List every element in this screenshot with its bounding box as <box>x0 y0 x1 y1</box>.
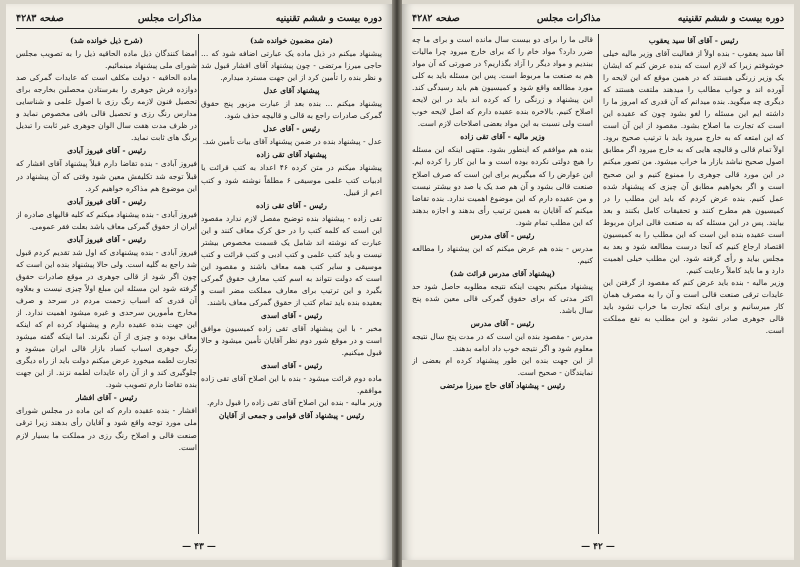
paragraph: تقی زاده - پیشنهاد بنده توضیح مفصل لازم ندارد مقصود این است که کلمه کتب را در حق کرک معاف کنند و این عبارت که نوشته اند شامل یک قسمت مخصوص بیشتر نیست و باید کتب علمی و کتب ادبی و کتب قرائت و کتب موسیقی و سایر کتب همه معاف باشند و مقصود این است که دولت نتواند به اسم کتب معارف حقوق گمرکی بگیرد و این ترتیب برای معارف مملکت مضر است و بعقیده بنده باید تمام کتب از حقوق گمرکی معاف باشند. <box>201 213 382 307</box>
paragraph: ماده الحاقیه - دولت مکلف است که عایدات گمرکی صد دوازده فرش جوهری را بفرستادن محصلین بخارجه برای تحصیل فنون لازمه رنگ رزی با اصول علمی و شناسایی مدارس رنگ رزی و تحصیل قالی بافی مخصوص نماید و در ظرف مدت هفت سال الوان جوهری غیر ثابت را تبدیل برنگ های ثابت نماید. <box>16 73 197 143</box>
paragraph: فیروز آبادی - بنده تقاضا دارم قبلاً پیشنهاد آقای افشار که قبلاً توجه شد تکلیفش معین شود وقتی که آن پیشنهاد در این موضوع هم مذاکره خواهیم کرد. <box>16 159 197 193</box>
text-column <box>16 34 197 534</box>
speaker-heading: رئیس - آقای افشار <box>75 393 138 403</box>
speaker-heading: رئیس - پیشنهاد آقای حاج میرزا مرتضی <box>440 381 565 391</box>
paragraph: آقا سید یعقوب - بنده اولاً از فعالیت آقای وزیر مالیه خیلی خوشوقتم زیرا که لازم است که بنده عرض کنم که ایشان یک وزیر زرنگی هستند که در همین موقع که این لایحه را آورده اند و جواب مطالب را میدهند ملتفت هستند که دیگری چه میگوید. بنده میدانم که آن قدری که امروز ما را داشته ایم این مسئله را لغو بشود چون که عقیده این است که تجارت ما اصلاح بشود. مقصود از این آن است که این امتعه که به خارج میرود باید با ترتیب صحیح برود. اولاً تمام قالی و قالیچه هایی که به خارج میرود اگر مطابق اصول صحیح نباشد بازار ما خراب میشود. من تصور میکنم در این مورد قالی جوهری را ممنوع کنیم و این صحیح است و اگر بخواهیم مطابق آن چیزی که پیشنهاد شده عمل کنیم. بنده عرض کردم که باید این مطلب را در کمیسیون هم مطرح کنند و تحقیقات کامل بکنند و بعد بیایند. پس در این مسئله که به صنعت قالی ایران مربوط است عقیده بنده این است که این مطلب را به کمیسیون اقتصاد ارجاع کنیم که آنجا درست مطالعه شود و بعد به مجلس بیاید و رأی گرفته شود. این مطلب خیلی اهمیت دارد و ما باید کاملاً رعایت کنیم. <box>603 49 784 275</box>
paragraph: ماده دوم قرائت میشود - بنده با این اصلاح آقای تقی زاده موافقم. <box>201 374 382 396</box>
speaker-heading: (متن مضمون خوانده شد) <box>250 36 333 45</box>
text-column <box>412 34 593 534</box>
left-page-header <box>16 10 382 26</box>
speaker-heading: رئیس - آقای تقی زاده <box>256 200 327 210</box>
speaker-heading: رئیس - پیشنهاد آقای قوامی و جمعی از آقایان <box>218 411 365 421</box>
right-page <box>402 4 794 560</box>
page-number: — ۴۳ — <box>6 542 392 552</box>
paragraph: پیشنهاد میکنم بجهت اینکه نتیجه مطلوبه حاصل شود حد اکثر مدتی که برای حقوق گمرکی قالی معین شده پنج سال باشد. <box>412 281 593 316</box>
speaker-heading: (شرح ذیل خوانده شد) <box>70 36 143 45</box>
header-page-label: صفحه ۴۲۸۲ <box>412 12 460 24</box>
paragraph: وزیر مالیه - بنده این اصلاح آقای تقی زاده را قبول دارم. <box>206 398 382 408</box>
paragraph: امضا کنندگان ذیل ماده الحاقیه ذیل را به تصویب مجلس شورای ملی پیشنهاد مینمائیم. <box>16 49 197 71</box>
column-divider <box>598 34 599 534</box>
paragraph: عدل - پیشنهاد بنده در ضمن پیشنهاد آقای بیات تأمین شد. <box>202 137 382 147</box>
book-gutter <box>392 0 402 567</box>
paragraph: مخبر - با این پیشنهاد آقای تقی زاده کمیسیون موافق است و در موقع شور دوم نظر آقایان تأمین میشود و حالا قبول میکنیم. <box>201 324 382 358</box>
paragraph: پیشنهاد میکنم در ذیل ماده یک عبارتی اضافه شود که ... حاجی میرزا مرتضی - چون پیشنهاد آقای افشار قبول شد و نظر بنده را تأمین کرد از این جهت مسترد میدارم. <box>201 49 382 83</box>
header-rule <box>412 28 784 29</box>
text-column <box>603 34 784 534</box>
right-page-header <box>412 10 784 26</box>
column-divider <box>198 34 199 534</box>
text-column <box>201 34 382 534</box>
paragraph: مدرس - بنده هم عرض میکنم که این پیشنهاد را مطالعه کنیم. <box>412 243 593 265</box>
paragraph: وزیر مالیه - بنده باید عرض کنم که مقصود از گرفتن این عایدات ترقی صنعت قالی است و آن را به مصرف همان کار میرسانیم و برای اینکه تجارت ما خراب نشود باید قالی جوهری صادر نشود و این مطلب به نفع مملکت است. <box>603 277 784 336</box>
speaker-heading: رئیس - آقای فیروز آبادی <box>67 146 146 156</box>
paragraph: افشار - بنده عقیده دارم که این ماده در مجلس شورای ملی مورد توجه واقع شود و آقایان رأی بدهند زیرا ترقی صنعت قالی و اصلاح رنگ رزی در مملکت ما بسیار لازم است. <box>16 406 197 452</box>
paragraph: بنده هم موافقم که اینطور بشود. منتهی اینکه این مسئله را هیچ دولتی نکرده بوده است و ما این کار را کرده ایم. این عوارض را که میگیریم برای این است که صرف اصلاح صنعت قالی بشود و آن هم صد یک یا صد دو بیشتر نیست و من عقیده دارم که این موضوع اهمیت ندارد. بنده تقاضا میکنم که آقایان به همین ترتیب رأی بدهند و اجازه بدهند که این مطلب تمام شود. <box>412 145 593 227</box>
header-rule <box>16 28 382 29</box>
header-session: دوره بیست و ششم تقنینیه <box>275 12 382 24</box>
speaker-heading: رئیس - آقای اسدی <box>260 311 323 321</box>
speaker-heading: رئیس - آقای فیروز آبادی <box>67 234 146 244</box>
header-session: دوره بیست و ششم تقنینیه <box>677 12 784 24</box>
speaker-heading: رئیس - آقای اسدی <box>260 361 323 371</box>
header-title: مذاکرات مجلس <box>137 12 202 24</box>
speaker-heading: رئیس - آقای عدل <box>263 124 320 134</box>
paragraph: از این جهت بنده این طور پیشنهاد کرده ام بعضی از نمایندگان - صحیح است. <box>412 356 593 378</box>
paragraph: قالی ما را برای دو بیست سال مانده است و برای ما چه ضرر دارد؟ مواد خام را که برای خارج میرود چرا مالیات ببندیم و مواد دیگر را آزاد بگذاریم؟ در صورتی که آن مواد هم به صنعت ما مربوط است. پس این مسئله باید به کلی مورد مطالعه واقع شود و کمیسیون هم باید رسیدگی کند. این پیشنهاد و زرنگی را که کرده اند باید در این لایحه اصلاح کنیم. بالاخره بنده عقیده دارم که اصل لایحه خوب است ولی نسبت به این مواد بعضی اصلاحات لازم است. <box>412 35 593 129</box>
page-number: — ۴۲ — <box>402 542 794 552</box>
left-page <box>6 4 392 560</box>
speaker-heading: (پیشنهاد آقای مدرس قرائت شد) <box>449 268 556 278</box>
header-page-label: صفحه ۴۲۸۳ <box>16 12 64 24</box>
header-title: مذاکرات مجلس <box>536 12 601 24</box>
speaker-heading: پیشنهاد آقای عدل <box>263 86 320 96</box>
paragraph: مدرس - مقصود بنده این است که در مدت پنج سال نتیجه معلوم شود و اگر نتیجه خوب داد ادامه بدهند. <box>412 332 593 354</box>
speaker-heading: رئیس - آقای مدرس <box>470 230 535 240</box>
paragraph: فیروز آبادی - بنده پیشنهاد میکنم که کلیه قالیهای صادره از ایران از حقوق گمرکی معاف باشد بعلت فقر عمومی. <box>16 209 197 231</box>
paragraph: پیشنهاد میکنم در متن کرده ۴۶ اعداد به کتب قرائت یا ادبیات کتب علمی موسیقی ۶ مطلقاً نوشته شود و کتب اعم از قبیل. <box>201 163 382 197</box>
speaker-heading: رئیس - آقای مدرس <box>470 319 535 329</box>
paragraph: فیروز آبادی - بنده پیشنهادی که اول شد تقدیم کردم قبول شد راجع به گلیه است. ولی حالا پیشنهاد بنده این است که چون اگر شود از قالی جوهری در موقع صادرات حقوق گرفته شود این مسئله این مبلغ اولاً چیزی نیست و بعلاوه آن قدری که اسباب زحمت مردم در سرحد و صرف مخارج مأمورین سرحدی و غیره میشود اهمیت ندارد. از این جهت بنده عقیده دارم و پیشنهاد کرده ام که اینکه معاف بوده و چیزی از آن نگیرند. اما اینکه گفته میشود رنگ جوهری اسباب کساد بازار قالی ایران میشود و تجارت لطمه میخورد عرض میکنم دولت باید از راه دیگری جلوگیری کند و از آن راه عایدات لطمه نزند. از این جهت بنده تقاضا دارم تصویب شود. <box>16 247 197 390</box>
speaker-heading: رئیس - آقای فیروز آبادی <box>67 196 146 206</box>
speaker-heading: وزیر مالیه - آقای تقی زاده <box>460 132 545 142</box>
speaker-heading: رئیس - آقای آقا سید یعقوب <box>648 36 739 45</box>
speaker-heading: پیشنهاد آقای تقی زاده <box>256 150 327 160</box>
paragraph: پیشنهاد میکنم ... بنده بعد از عبارت مزبور پنج حقوق گمرکی صادرات راجع به قالی و قالیچه حذف شود. <box>201 99 382 121</box>
